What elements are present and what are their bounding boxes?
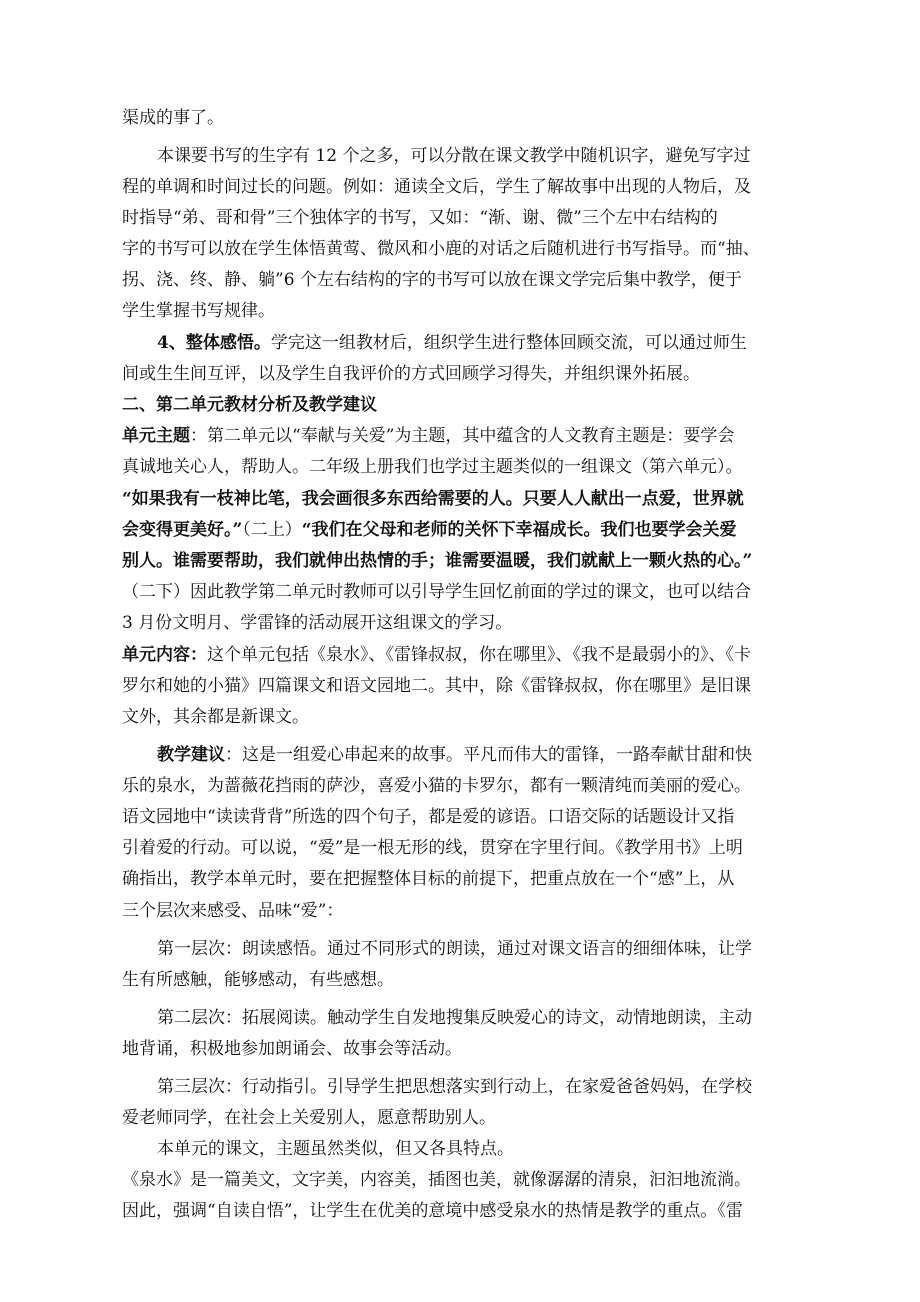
- text-run: 真诚地关心人，帮助人。二年级上册我们也学过主题类似的一组课文（第六单元）。: [122, 457, 743, 477]
- text-line: [157, 1072, 847, 1103]
- text-run: 爱老师同学，在社会上关爱别人，愿意帮助别人。: [122, 1108, 496, 1128]
- text-run: 第一层次：朗读感悟。通过不同形式的朗读，通过对课文语言的细细体味，让学: [157, 939, 752, 959]
- text-line: [122, 965, 812, 996]
- label-unit-theme: 单元主题: [122, 426, 190, 446]
- text-line: [122, 296, 812, 327]
- text-line: [122, 265, 812, 296]
- text-line: [122, 864, 812, 895]
- text-line: [122, 452, 812, 483]
- text-run: 地背诵，积极地参加朗诵会、故事会等活动。: [122, 1039, 462, 1059]
- text-line: [122, 577, 812, 608]
- text-run: 因此，强调“自读自悟”，让学生在优美的意境中感受泉水的热情是教学的重点。《雷: [122, 1201, 743, 1221]
- text-run: 生有所感触，能够感动，有些感想。: [122, 970, 394, 990]
- text-run: 乐的泉水，为蔷薇花挡雨的萨沙，喜爱小猫的卡罗尔，都有一颗清纯而美丽的爱心。: [122, 776, 751, 796]
- text-line: [122, 546, 812, 577]
- text-run: 渠成的事了。: [122, 108, 224, 128]
- text-run: 三个层次来感受、品味“爱”：: [122, 901, 344, 921]
- text-line: [157, 1003, 847, 1034]
- text-run: 本单元的课文，主题虽然类似，但又各具特点。: [157, 1139, 514, 1159]
- text-run: 语文园地中“读读背背”所选的四个句子，都是爱的谚语。口语交际的话题设计又指: [122, 807, 735, 827]
- text-run: 时指导“弟、哥和骨”三个独体字的书写，又如：“渐、谢、微”三个左中右结构的: [122, 208, 718, 228]
- text-line: [122, 359, 812, 390]
- label-teaching-advice: 教学建议: [157, 745, 225, 765]
- text-run: 罗尔和她的小猫》四篇课文和语文园地二。其中，除《雷锋叔叔，你在哪里》是旧课: [122, 676, 751, 696]
- text-run: 间或生生间互评，以及学生自我评价的方式回顾学习得失，并组织课外拓展。: [122, 364, 700, 384]
- text-line: [122, 203, 812, 234]
- text-line: [122, 702, 812, 733]
- text-line: [122, 172, 812, 203]
- section-heading: 4、整体感悟。: [157, 333, 271, 353]
- text-line: [157, 934, 847, 965]
- text-run: 程的单调和时间过长的问题。例如：通读全文后，学生了解故事中出现的人物后，及: [122, 177, 751, 197]
- text-run: 《泉水》是一篇美文，文字美，内容美，插图也美，就像潺潺的清泉，汩汩地流淌。: [122, 1170, 751, 1190]
- quote-text: 别人。谁需要帮助，我们就伸出热情的手；谁需要温暖，我们就献上一颗火热的心。”: [122, 551, 753, 571]
- text-line: [122, 515, 812, 546]
- text-line: [122, 484, 812, 515]
- text-run: 这个单元包括《泉水》、《雷锋叔叔，你在哪里》、《我不是最弱小的》、《卡: [207, 645, 751, 665]
- text-run: （二下）因此教学第二单元时教师可以引导学生回忆前面的学过的课文，也可以结合: [122, 582, 751, 602]
- text-line: [122, 671, 812, 702]
- text-line: [157, 1134, 847, 1165]
- text-line: [122, 1034, 812, 1065]
- text-line: [122, 802, 812, 833]
- text-run: 3 月份文明月、学雷锋的活动展开这组课文的学习。: [122, 613, 513, 633]
- text-run: 学生掌握书写规律。: [122, 301, 275, 321]
- text-line: [157, 740, 847, 771]
- text-line: [122, 640, 812, 671]
- text-run: 第三层次：行动指引。引导学生把思想落实到行动上，在家爱爸爸妈妈，在学校: [157, 1077, 752, 1097]
- text-line: [157, 328, 847, 359]
- text-line: [122, 771, 812, 802]
- text-run: 引着爱的行动。可以说，“爱”是一根无形的线，贯穿在字里行间。《教学用书》上明: [122, 838, 743, 858]
- text-line: [122, 1103, 812, 1134]
- text-line: [122, 833, 812, 864]
- text-line: [122, 1196, 812, 1227]
- text-run: ：这是一组爱心串起来的故事。平凡而伟大的雷锋，一路奉献甘甜和快: [225, 745, 752, 765]
- text-run: 学完这一组教材后，组织学生进行整体回顾交流，可以通过师生: [270, 333, 747, 353]
- quote-text: “我们在父母和老师的关怀下幸福成长。我们也要学会关爱: [301, 520, 737, 540]
- text-line: [122, 608, 812, 639]
- text-run: 本课要书写的生字有 12 个之多，可以分散在课文教学中随机识字，避免写字过: [157, 146, 751, 166]
- quote-text: “如果我有一枝神比笔，我会画很多东西给需要的人。只要人人献出一点爱，世界就: [122, 489, 744, 509]
- section-heading: 二、第二单元教材分析及教学建议: [122, 395, 377, 415]
- text-line: [122, 390, 812, 421]
- text-run: （二上）: [242, 520, 302, 540]
- text-line: [122, 896, 812, 927]
- text-run: 确指出，教学本单元时，要在把握整体目标的前提下，把重点放在一个“感”上，从: [122, 869, 735, 889]
- label-unit-content: 单元内容：: [122, 645, 207, 665]
- text-run: 拐、浇、终、静、躺”6 个左右结构的字的书写可以放在课文学完后集中教学，便于: [122, 270, 742, 290]
- text-run: 第二层次：拓展阅读。触动学生自发地搜集反映爱心的诗文，动情地朗读，主动: [157, 1008, 752, 1028]
- text-run: 文外，其余都是新课文。: [122, 707, 309, 727]
- text-line: [122, 234, 812, 265]
- text-line: [157, 141, 847, 172]
- text-line: [122, 421, 812, 452]
- text-run: ：第二单元以“奉献与关爱”为主题，其中蕴含的人文教育主题是：要学会: [190, 426, 735, 446]
- quote-text: 会变得更美好。”: [122, 520, 243, 540]
- text-run: 字的书写可以放在学生体悟黄莺、微风和小鹿的对话之后随机进行书写指导。而“抽、: [122, 239, 760, 259]
- text-line: [122, 103, 812, 134]
- text-line: [122, 1165, 812, 1196]
